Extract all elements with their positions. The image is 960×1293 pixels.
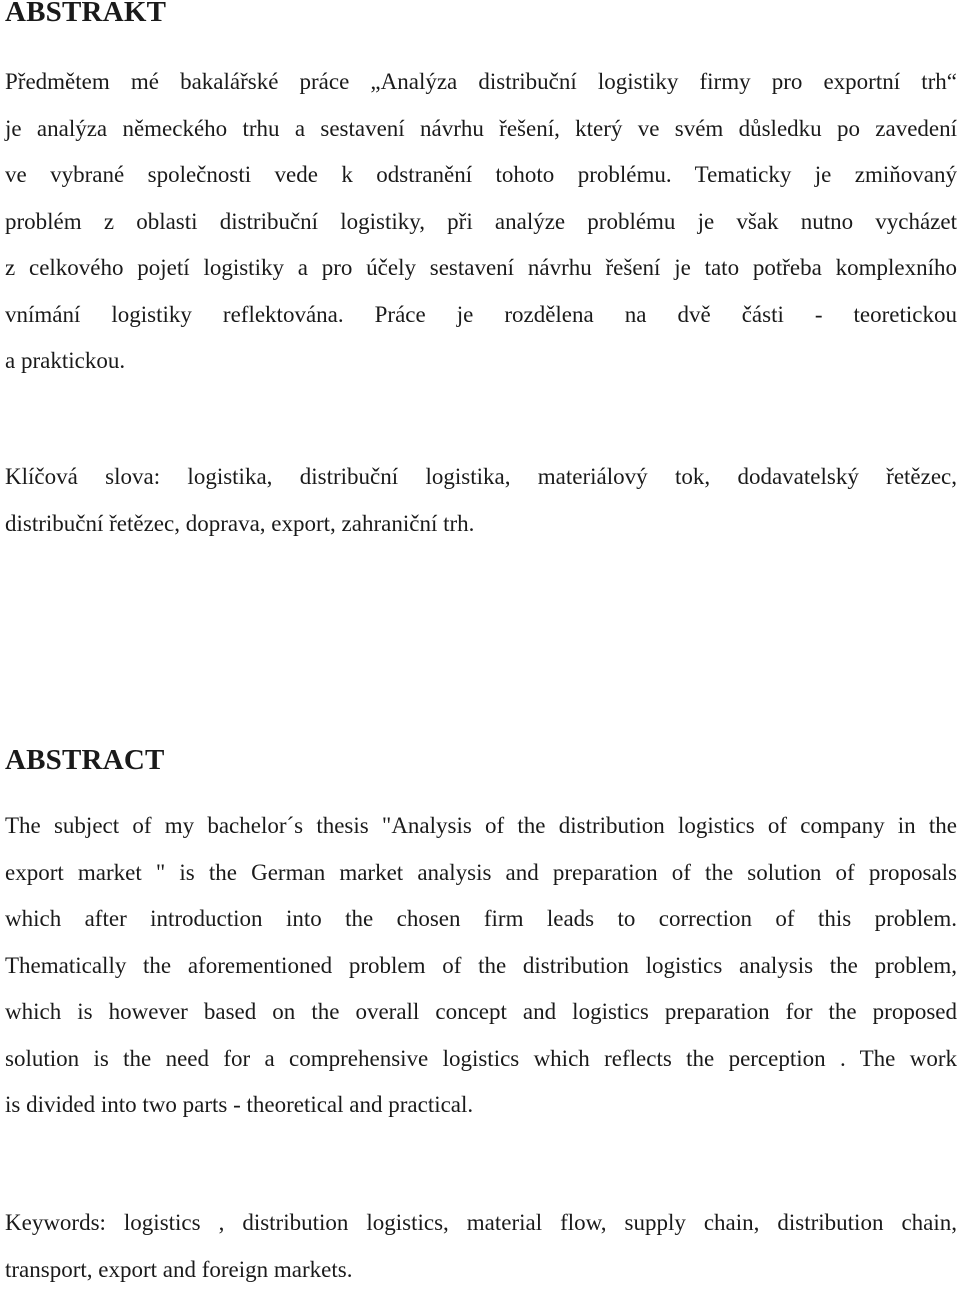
klicova-slova-line: Klíčová slova: logistika, distribuční logistika, materiálový tok, dodavatelský řetězec, (5, 454, 957, 501)
abstract-line: is divided into two parts - theoretical and practical. (5, 1082, 957, 1129)
abstract-heading: ABSTRACT (5, 744, 165, 776)
keywords-paragraph (5, 1200, 957, 1293)
abstrakt-line: vnímání logistiky reflektována. Práce je rozdělena na dvě části - teoretickou (5, 292, 957, 339)
abstract-line: export market " is the German market analysis and preparation of the solution of proposals (5, 850, 957, 897)
keywords-line: Keywords: logistics , distribution logistics, material flow, supply chain, distribution chain, (5, 1200, 957, 1247)
abstract-paragraph (5, 803, 957, 1129)
abstrakt-line: je analýza německého trhu a sestavení návrhu řešení, který ve svém důsledku po zavedení (5, 106, 957, 153)
abstract-line: Thematically the aforementioned problem of the distribution logistics analysis the problem, (5, 943, 957, 990)
abstract-line: which after introduction into the chosen firm leads to correction of this problem. (5, 896, 957, 943)
abstrakt-line: a praktickou. (5, 338, 957, 385)
abstract-line: which is however based on the overall concept and logistics preparation for the proposed (5, 989, 957, 1036)
klicova-slova-line: distribuční řetězec, doprava, export, zahraniční trh. (5, 501, 957, 548)
abstrakt-line: z celkového pojetí logistiky a pro účely sestavení návrhu řešení je tato potřeba komplexního (5, 245, 957, 292)
abstract-line: solution is the need for a comprehensive logistics which reflects the perception . The work (5, 1036, 957, 1083)
abstract-line: The subject of my bachelor´s thesis "Analysis of the distribution logistics of company in the (5, 803, 957, 850)
klicova-slova-paragraph (5, 454, 957, 547)
abstrakt-line: ve vybrané společnosti vede k odstranění tohoto problému. Tematicky je zmiňovaný (5, 152, 957, 199)
abstrakt-heading: ABSTRAKT (5, 0, 166, 28)
abstrakt-line: Předmětem mé bakalářské práce „Analýza distribuční logistiky firmy pro exportní trh“ (5, 59, 957, 106)
keywords-line: transport, export and foreign markets. (5, 1247, 957, 1293)
abstrakt-line: problém z oblasti distribuční logistiky, při analýze problému je však nutno vycházet (5, 199, 957, 246)
abstrakt-paragraph (5, 59, 957, 385)
